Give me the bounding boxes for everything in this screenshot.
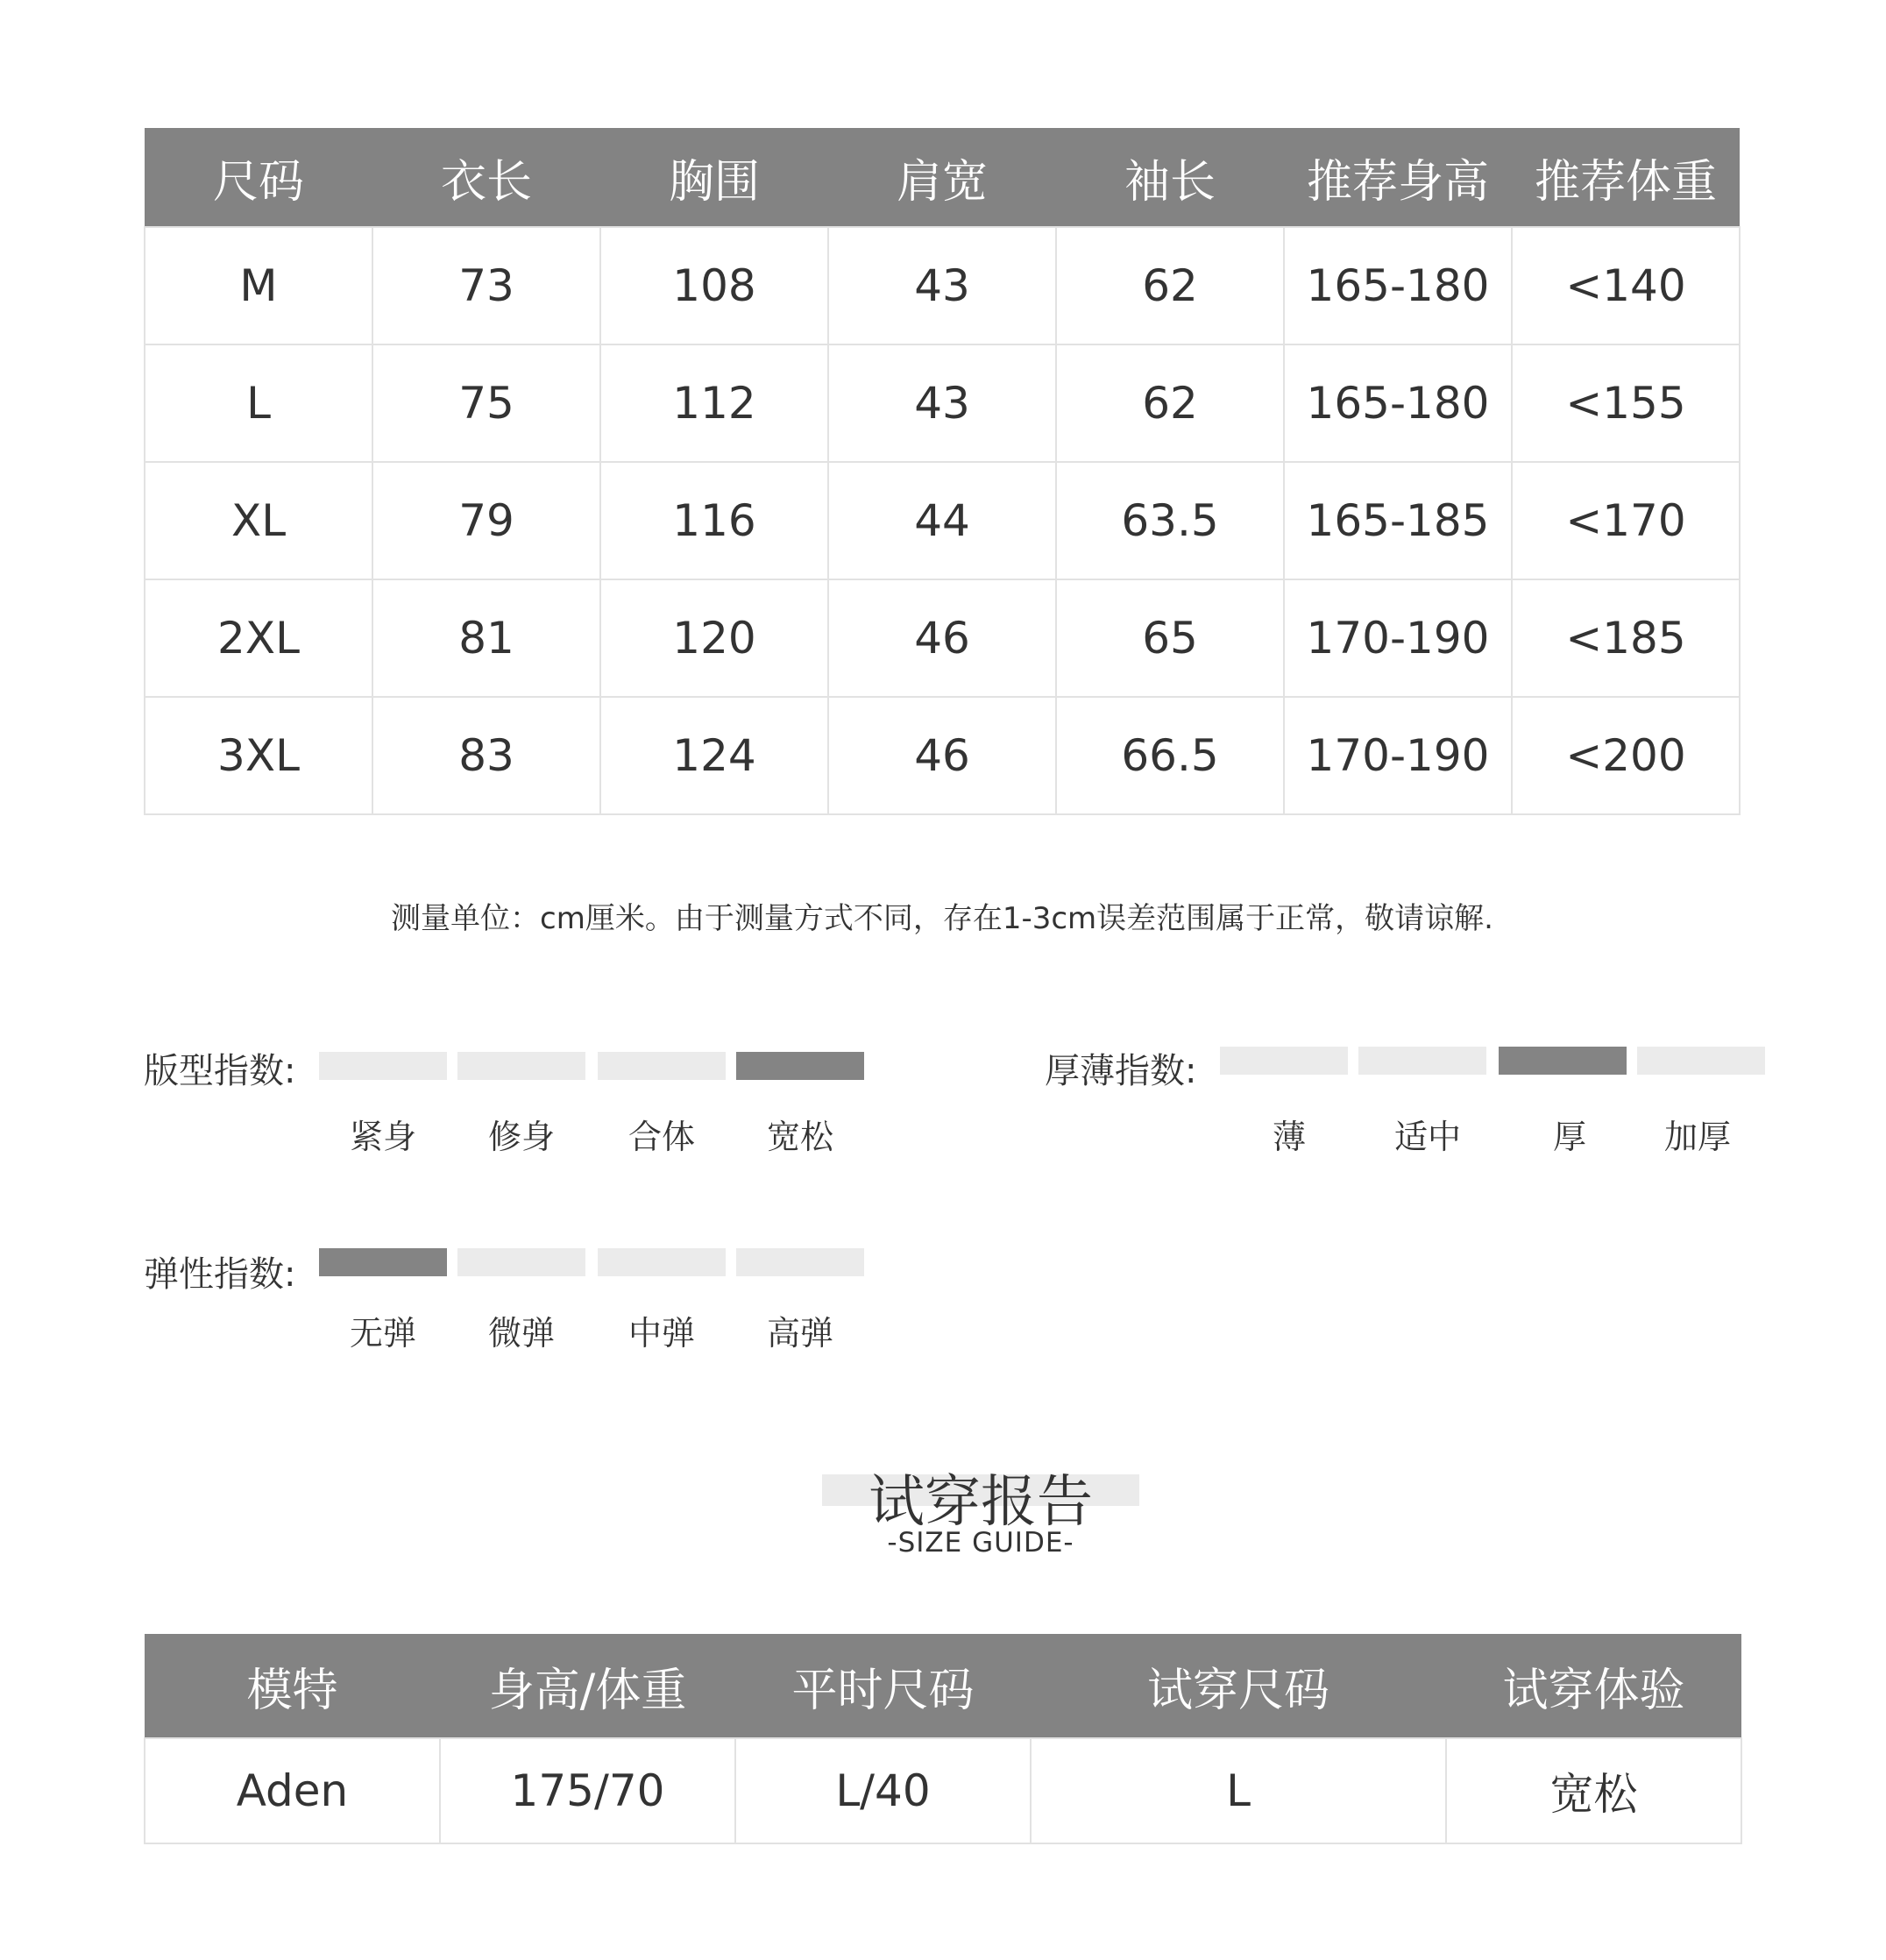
- elasticity-index-label: 弹性指数:: [144, 1254, 296, 1295]
- cell-trial-experience: 宽松: [1446, 1738, 1741, 1843]
- cell-sleeve: 63.5: [1056, 462, 1284, 579]
- cell-chest: 124: [600, 697, 828, 814]
- size-chart-header-row: [145, 128, 1740, 227]
- cell-size: L: [145, 344, 372, 462]
- elasticity-scale-segment-3: [736, 1248, 864, 1276]
- cell-sleeve: 62: [1056, 227, 1284, 344]
- thickness-option-label: 厚: [1552, 1118, 1586, 1156]
- fit-option-label: 修身: [487, 1118, 555, 1156]
- header-shoulder: 肩宽: [828, 128, 1056, 227]
- header-sleeve: 袖长: [1056, 128, 1284, 227]
- cell-length: 83: [372, 697, 600, 814]
- cell-rec-height: 165-180: [1284, 344, 1512, 462]
- measurement-note: 测量单位：cm厘米。由于测量方式不同，存在1-3cm误差范围属于正常，敬请谅解.: [391, 901, 1493, 936]
- fit-scale-segment-1: [457, 1052, 585, 1080]
- cell-rec-weight: <170: [1512, 462, 1740, 579]
- header-rec-height: 推荐身高: [1284, 128, 1512, 227]
- cell-chest: 108: [600, 227, 828, 344]
- cell-size: M: [145, 227, 372, 344]
- model-fitting-table: [144, 1634, 1742, 1844]
- thickness-option-label: 薄: [1272, 1118, 1306, 1156]
- cell-size: 3XL: [145, 697, 372, 814]
- cell-shoulder: 43: [828, 227, 1056, 344]
- cell-sleeve: 65: [1056, 579, 1284, 697]
- cell-length: 79: [372, 462, 600, 579]
- elasticity-option-label: 微弹: [487, 1314, 555, 1353]
- header-height-weight: 身高/体重: [440, 1634, 735, 1738]
- table-row: [145, 579, 1740, 697]
- cell-rec-weight: <185: [1512, 579, 1740, 697]
- cell-rec-weight: <155: [1512, 344, 1740, 462]
- cell-rec-height: 170-190: [1284, 579, 1512, 697]
- elasticity-option-label: 无弹: [349, 1314, 416, 1353]
- thickness-scale-segment-2: [1499, 1047, 1627, 1075]
- table-row: [145, 462, 1740, 579]
- size-chart-table: [144, 128, 1741, 815]
- elasticity-scale-segment-1: [457, 1248, 585, 1276]
- report-subtitle: -SIZE GUIDE-: [887, 1527, 1074, 1559]
- cell-shoulder: 46: [828, 579, 1056, 697]
- header-size: 尺码: [145, 128, 372, 227]
- cell-shoulder: 46: [828, 697, 1056, 814]
- header-chest: 胸围: [600, 128, 828, 227]
- elasticity-scale-segment-0: [319, 1248, 447, 1276]
- table-row: [145, 227, 1740, 344]
- cell-size: 2XL: [145, 579, 372, 697]
- cell-rec-weight: <140: [1512, 227, 1740, 344]
- cell-length: 81: [372, 579, 600, 697]
- table-row: [145, 344, 1740, 462]
- cell-rec-height: 170-190: [1284, 697, 1512, 814]
- cell-rec-height: 165-185: [1284, 462, 1512, 579]
- fit-option-label: 合体: [627, 1118, 695, 1156]
- cell-sleeve: 62: [1056, 344, 1284, 462]
- fit-index-label: 版型指数:: [144, 1051, 296, 1091]
- cell-length: 73: [372, 227, 600, 344]
- fit-scale-segment-0: [319, 1052, 447, 1080]
- header-usual-size: 平时尺码: [735, 1634, 1031, 1738]
- cell-shoulder: 44: [828, 462, 1056, 579]
- thickness-index-label: 厚薄指数:: [1045, 1051, 1197, 1091]
- thickness-scale-segment-3: [1637, 1047, 1765, 1075]
- fit-scale-segment-3: [736, 1052, 864, 1080]
- fit-option-label: 紧身: [349, 1118, 416, 1156]
- cell-length: 75: [372, 344, 600, 462]
- header-trial-size: 试穿尺码: [1031, 1634, 1446, 1738]
- cell-height-weight: 175/70: [440, 1738, 735, 1843]
- table-row: [145, 1738, 1741, 1843]
- report-title: 试穿报告: [869, 1470, 1093, 1535]
- elasticity-option-label: 高弹: [766, 1314, 833, 1353]
- cell-trial-size: L: [1031, 1738, 1446, 1843]
- thickness-option-label: 加厚: [1663, 1118, 1731, 1156]
- fit-option-label: 宽松: [766, 1118, 833, 1156]
- cell-usual-size: L/40: [735, 1738, 1031, 1843]
- cell-chest: 116: [600, 462, 828, 579]
- header-model: 模特: [145, 1634, 440, 1738]
- model-table-header-row: [145, 1634, 1741, 1738]
- cell-shoulder: 43: [828, 344, 1056, 462]
- thickness-option-label: 适中: [1393, 1118, 1461, 1156]
- elasticity-scale-segment-2: [598, 1248, 726, 1276]
- header-rec-weight: 推荐体重: [1512, 128, 1740, 227]
- thickness-scale-segment-1: [1358, 1047, 1486, 1075]
- cell-rec-height: 165-180: [1284, 227, 1512, 344]
- thickness-scale-segment-0: [1220, 1047, 1348, 1075]
- cell-chest: 120: [600, 579, 828, 697]
- header-length: 衣长: [372, 128, 600, 227]
- fit-scale-segment-2: [598, 1052, 726, 1080]
- header-trial-experience: 试穿体验: [1446, 1634, 1741, 1738]
- cell-chest: 112: [600, 344, 828, 462]
- table-row: [145, 697, 1740, 814]
- cell-size: XL: [145, 462, 372, 579]
- elasticity-option-label: 中弹: [627, 1314, 695, 1353]
- cell-rec-weight: <200: [1512, 697, 1740, 814]
- cell-model: Aden: [145, 1738, 440, 1843]
- cell-sleeve: 66.5: [1056, 697, 1284, 814]
